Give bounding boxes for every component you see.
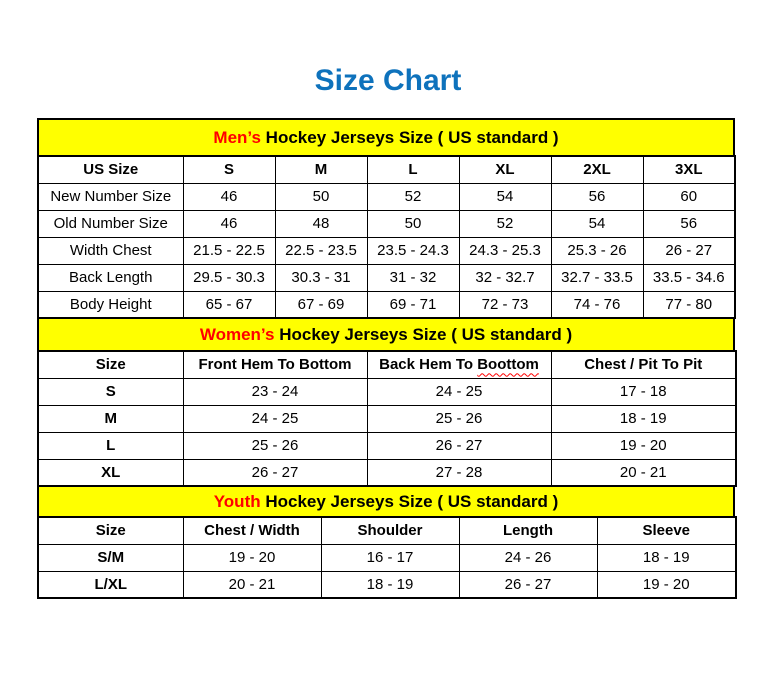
column-header-cell: 3XL: [643, 156, 735, 183]
column-header-text: Back Hem To: [379, 356, 478, 374]
size-value-cell: 77 - 80: [643, 291, 735, 318]
size-value-cell: 52: [459, 210, 551, 237]
table-row: [38, 183, 735, 210]
table-header-row: [38, 156, 735, 183]
table-row: [38, 571, 736, 598]
youth-banner-text: Hockey Jerseys Size ( US standard ): [260, 491, 559, 511]
column-header-cell: Size: [38, 517, 183, 544]
size-value-cell: 69 - 71: [367, 291, 459, 318]
size-value-cell: 56: [551, 183, 643, 210]
row-label-cell: Old Number Size: [38, 210, 183, 237]
size-value-cell: 23.5 - 24.3: [367, 237, 459, 264]
row-label-cell: XL: [38, 459, 183, 486]
table-header-row: [38, 351, 736, 378]
size-value-cell: 32.7 - 33.5: [551, 264, 643, 291]
size-value-cell: 19 - 20: [597, 571, 736, 598]
size-value-cell: 23 - 24: [183, 378, 367, 405]
size-value-cell: 54: [459, 183, 551, 210]
row-label-cell: New Number Size: [38, 183, 183, 210]
column-header-cell: Length: [459, 517, 597, 544]
column-header-cell: Chest / Width: [183, 517, 321, 544]
size-value-cell: 24 - 26: [459, 544, 597, 571]
size-value-cell: 24 - 25: [367, 378, 551, 405]
size-value-cell: 67 - 69: [275, 291, 367, 318]
size-value-cell: 18 - 19: [597, 544, 736, 571]
size-value-cell: 27 - 28: [367, 459, 551, 486]
column-header-cell: Shoulder: [321, 517, 459, 544]
size-value-cell: 72 - 73: [459, 291, 551, 318]
table-row: [38, 405, 736, 432]
column-header-cell: Front Hem To Bottom: [183, 351, 367, 378]
row-label-cell: Body Height: [38, 291, 183, 318]
table-header-row: [38, 517, 736, 544]
column-header-cell: 2XL: [551, 156, 643, 183]
table-row: [38, 210, 735, 237]
table-row: [38, 459, 736, 486]
column-header-cell: Size: [38, 351, 183, 378]
row-label-cell: M: [38, 405, 183, 432]
size-value-cell: 25 - 26: [183, 432, 367, 459]
table-row: [38, 544, 736, 571]
table-row: [38, 432, 736, 459]
column-header-cell: Chest / Pit To Pit: [551, 351, 736, 378]
size-value-cell: 32 - 32.7: [459, 264, 551, 291]
size-value-cell: 25.3 - 26: [551, 237, 643, 264]
size-value-cell: 29.5 - 30.3: [183, 264, 275, 291]
size-value-cell: 19 - 20: [183, 544, 321, 571]
size-value-cell: 74 - 76: [551, 291, 643, 318]
row-label-cell: L/XL: [38, 571, 183, 598]
size-value-cell: 50: [275, 183, 367, 210]
size-value-cell: 16 - 17: [321, 544, 459, 571]
column-header-cell: [367, 351, 551, 378]
womens-size-table: [37, 350, 737, 487]
size-value-cell: 65 - 67: [183, 291, 275, 318]
youth-section-banner: [37, 485, 735, 518]
size-value-cell: 17 - 18: [551, 378, 736, 405]
table-row: [38, 291, 735, 318]
size-value-cell: 33.5 - 34.6: [643, 264, 735, 291]
size-value-cell: 56: [643, 210, 735, 237]
size-value-cell: 19 - 20: [551, 432, 736, 459]
mens-banner-text: Hockey Jerseys Size ( US standard ): [260, 127, 559, 147]
misspelled-word: Boottom: [477, 356, 539, 374]
size-value-cell: 24.3 - 25.3: [459, 237, 551, 264]
row-label-cell: Width Chest: [38, 237, 183, 264]
youth-size-table: [37, 516, 737, 599]
youth-banner-highlight: Youth: [213, 491, 261, 511]
size-value-cell: 60: [643, 183, 735, 210]
page-title: Size Chart: [314, 64, 462, 97]
size-value-cell: 30.3 - 31: [275, 264, 367, 291]
size-value-cell: 26 - 27: [367, 432, 551, 459]
size-value-cell: 25 - 26: [367, 405, 551, 432]
size-value-cell: 20 - 21: [551, 459, 736, 486]
column-header-cell: S: [183, 156, 275, 183]
size-value-cell: 52: [367, 183, 459, 210]
column-header-cell: Sleeve: [597, 517, 736, 544]
womens-banner-highlight: Women’s: [199, 324, 275, 344]
size-value-cell: 18 - 19: [551, 405, 736, 432]
size-value-cell: 46: [183, 210, 275, 237]
table-row: [38, 264, 735, 291]
row-label-cell: S: [38, 378, 183, 405]
size-value-cell: 26 - 27: [459, 571, 597, 598]
womens-section-banner: [37, 317, 735, 352]
size-value-cell: 20 - 21: [183, 571, 321, 598]
size-value-cell: 22.5 - 23.5: [275, 237, 367, 264]
row-label-cell: L: [38, 432, 183, 459]
mens-size-table: [37, 155, 736, 319]
size-value-cell: 26 - 27: [183, 459, 367, 486]
mens-section-banner: [37, 118, 735, 157]
size-value-cell: 46: [183, 183, 275, 210]
size-chart: [37, 118, 735, 599]
size-value-cell: 50: [367, 210, 459, 237]
table-row: [38, 378, 736, 405]
column-header-cell: XL: [459, 156, 551, 183]
column-header-cell: L: [367, 156, 459, 183]
mens-banner-highlight: Men’s: [213, 127, 261, 147]
size-value-cell: 26 - 27: [643, 237, 735, 264]
size-value-cell: 18 - 19: [321, 571, 459, 598]
size-value-cell: 31 - 32: [367, 264, 459, 291]
womens-banner-text: Hockey Jerseys Size ( US standard ): [274, 324, 573, 344]
size-value-cell: 54: [551, 210, 643, 237]
row-label-cell: S/M: [38, 544, 183, 571]
table-row: [38, 237, 735, 264]
size-value-cell: 48: [275, 210, 367, 237]
column-header-cell: M: [275, 156, 367, 183]
size-value-cell: 21.5 - 22.5: [183, 237, 275, 264]
row-label-cell: Back Length: [38, 264, 183, 291]
column-header-cell: US Size: [38, 156, 183, 183]
size-value-cell: 24 - 25: [183, 405, 367, 432]
